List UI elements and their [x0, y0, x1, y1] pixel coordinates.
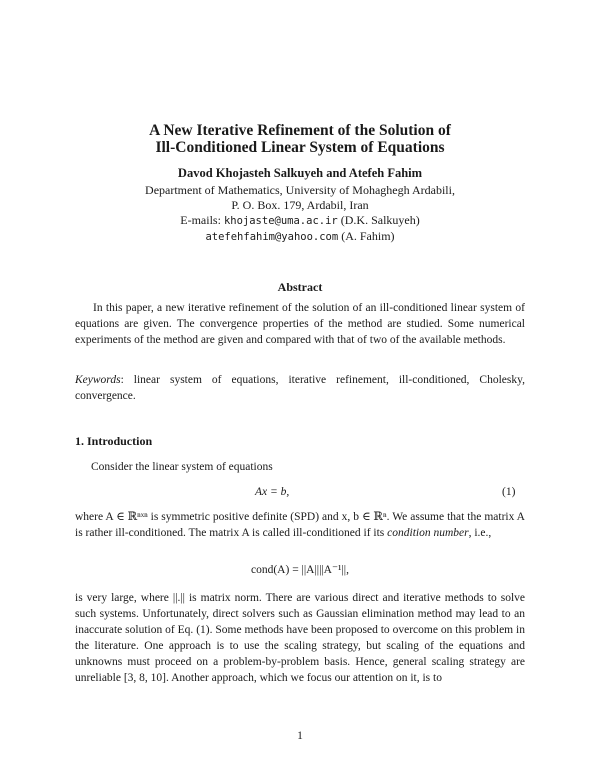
intro-paragraph-2-text: where A ∈ ℝⁿˣⁿ is symmetric positive definite (SPD) and x, b ∈ ℝⁿ. We assume that the matrix A is rather ill-conditioned. The matrix A is called ill-conditioned if its [75, 511, 525, 539]
title-line-1: A New Iterative Refinement of the Solution of [149, 122, 451, 139]
intro-paragraph-2-end: , i.e., [468, 527, 492, 539]
email-link-1[interactable]: khojaste@uma.ac.ir [223, 215, 338, 227]
keywords [75, 372, 525, 404]
title-line-2: Ill-Conditioned Linear System of Equations [155, 139, 445, 156]
keywords-label: Keywords [75, 374, 121, 386]
email-note-1: (D.K. Salkuyeh) [340, 213, 420, 227]
intro-paragraph-3: is very large, where ||.|| is matrix norm. There are various direct and iterative methods to solve such systems. Unfortunately, direct solvers such as Gaussian elimination method may lead to an inaccurate solution of Eq. (1). Some methods have been proposed to overcome on this problem in the literature. One approach is to use the scaling strategy, but scaling of the equations and unknowns must proceed on a problem-by-problem basis. Hence, general scaling strategy are unreliable [3, 8, 10]. Another approach, which we focus our attention on it, is to [75, 592, 525, 684]
email-prefix: E-mails: [180, 213, 221, 227]
equation-1-number: (1) [502, 486, 516, 498]
email-note-2: (A. Fahim) [341, 229, 395, 243]
page-number: 1 [297, 730, 303, 742]
intro-paragraph-2 [75, 509, 525, 541]
section-heading-introduction: 1. Introduction [75, 434, 153, 448]
email-line-2 [0, 229, 600, 245]
intro-paragraph-1: Consider the linear system of equations [91, 461, 273, 473]
abstract-heading: Abstract [277, 280, 323, 294]
affiliation-line-2: P. O. Box. 179, Ardabil, Iran [231, 198, 369, 212]
abstract-text: In this paper, a new iterative refinement of the solution of an ill-conditioned linear system of equations are given. The convergence properties of the method are studied. Some numerical experiments of the method are given and compared with that of two of the available methods. [75, 302, 525, 346]
keywords-text: : linear system of equations, iterative refinement, ill-conditioned, Cholesky, convergence. [75, 374, 525, 402]
email-link-2[interactable]: atefehfahim@yahoo.com [205, 231, 339, 243]
equation-1: Ax = b, [255, 486, 290, 498]
email-line-1 [0, 213, 600, 229]
affiliation-block [0, 183, 600, 245]
equation-condition-number: cond(A) = ||A||||A⁻¹||, [251, 564, 349, 576]
condition-number-term: condition number [387, 527, 469, 539]
author-list: Davod Khojasteh Salkuyeh and Atefeh Fahim [177, 166, 423, 180]
paper-title [0, 122, 600, 156]
affiliation-line-1: Department of Mathematics, University of Mohaghegh Ardabili, [145, 183, 455, 197]
